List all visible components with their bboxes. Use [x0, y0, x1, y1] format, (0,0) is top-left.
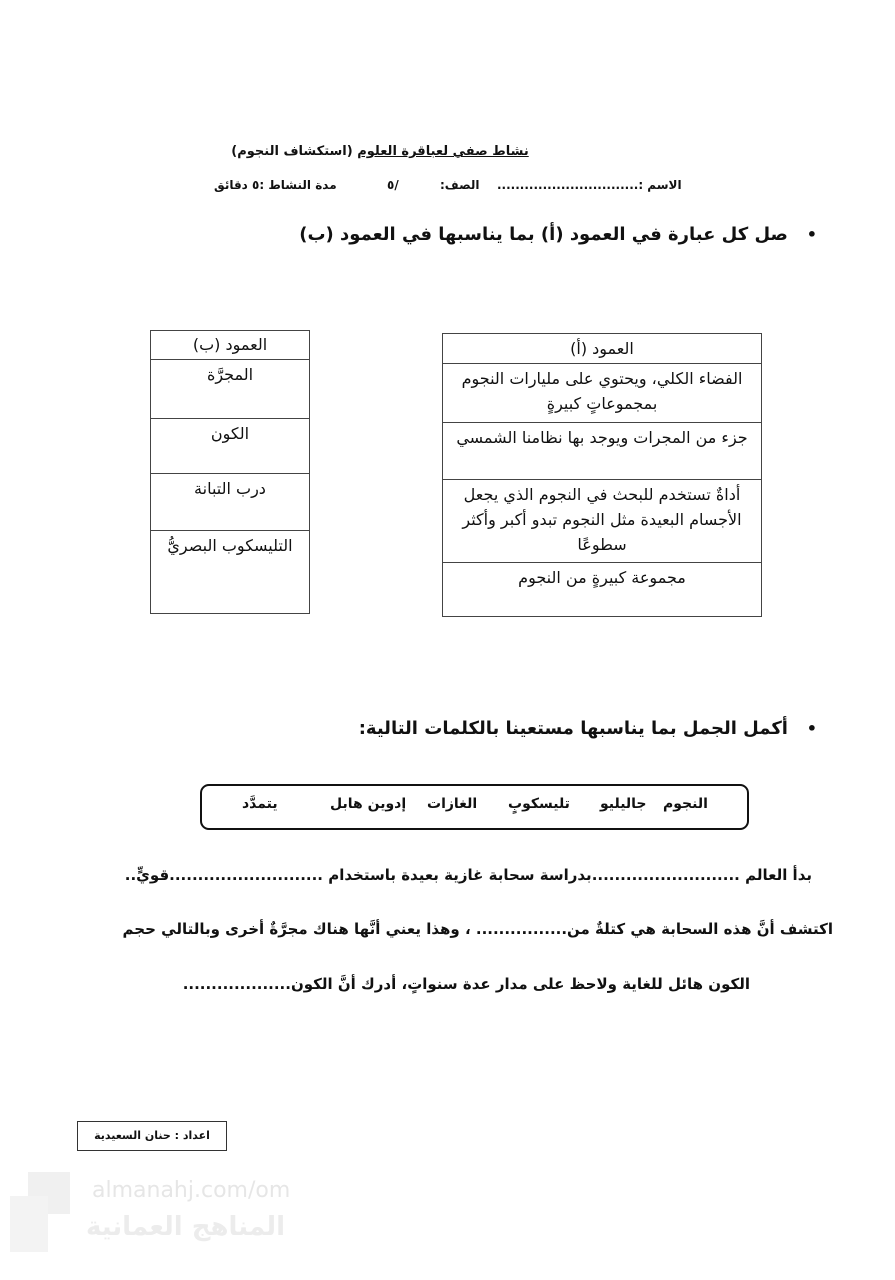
- column-a-header: العمود (أ): [443, 334, 762, 364]
- column-b-row: المجرَّة: [151, 360, 310, 419]
- watermark-name: المناهج العمانية: [86, 1212, 285, 1242]
- word-bank-item: إدوين هابل: [330, 796, 407, 812]
- sentence-1: بدأ العالم ..........................بدراسة سحابة غازية بعيدة باستخدام ...........................قويٍّ..: [124, 866, 812, 884]
- question-1-text: صل كل عبارة في العمود (أ) بما يناسبها في العمود (ب): [299, 224, 788, 245]
- bullet-icon: •: [806, 719, 817, 738]
- column-b-table: [150, 330, 310, 614]
- column-a-row: الفضاء الكلي، ويحتوي على مليارات النجوم بمجموعاتٍ كبيرةٍ: [443, 364, 762, 423]
- word-bank-item: الغازات: [427, 796, 478, 812]
- name-field: الاسم :...............................: [497, 178, 682, 192]
- duration-label: مدة النشاط :٥ دقائق: [214, 178, 337, 192]
- title-sub: (استكشاف النجوم): [231, 144, 353, 159]
- column-b-row: الكون: [151, 419, 310, 474]
- word-bank-item: النجوم: [663, 796, 708, 812]
- class-label: الصف:: [440, 178, 480, 192]
- sentence-3: الكون هائل للغاية ولاحظ على مدار عدة سنواتٍ، أدرك أنَّ الكون...................: [182, 975, 750, 993]
- word-bank-item: تليسكوبٍ: [508, 796, 570, 812]
- page-title: [200, 144, 560, 159]
- question-2: [359, 718, 817, 739]
- bullet-icon: •: [806, 225, 817, 244]
- column-b-row: درب التبانة: [151, 474, 310, 531]
- word-bank-item: جاليليو: [600, 796, 647, 812]
- column-a-row: أداةٌ تستخدم للبحث في النجوم الذي يجعل الأجسام البعيدة مثل النجوم تبدو أكبر وأكثر سطوعًا: [443, 480, 762, 563]
- column-a-row: مجموعة كبيرةٍ من النجوم: [443, 563, 762, 617]
- watermark-logo-icon: [10, 1172, 72, 1252]
- class-value: ٥/: [387, 178, 399, 192]
- word-bank-item: يتمدَّد: [242, 796, 278, 812]
- column-b-row: التليسكوب البصريُّ: [151, 531, 310, 614]
- question-2-text: أكمل الجمل بما يناسبها مستعينا بالكلمات التالية:: [358, 718, 788, 739]
- column-a-table: [442, 333, 762, 617]
- column-b-header: العمود (ب): [151, 331, 310, 360]
- column-a-row: جزء من المجرات ويوجد بها نظامنا الشمسي: [443, 423, 762, 480]
- watermark-url: almanahj.com/om: [92, 1178, 291, 1203]
- title-main: نشاط صفي لعباقرة العلوم: [357, 144, 529, 159]
- credit-box: اعداد : حنان السعيدية: [77, 1121, 227, 1151]
- question-1: [299, 224, 817, 245]
- sentence-2: اكتشف أنَّ هذه السحابة هي كتلةٌ من................ ، وهذا يعني أنَّها هناك مجرَّةٌ أخرى وبالتالي حجم: [122, 920, 833, 938]
